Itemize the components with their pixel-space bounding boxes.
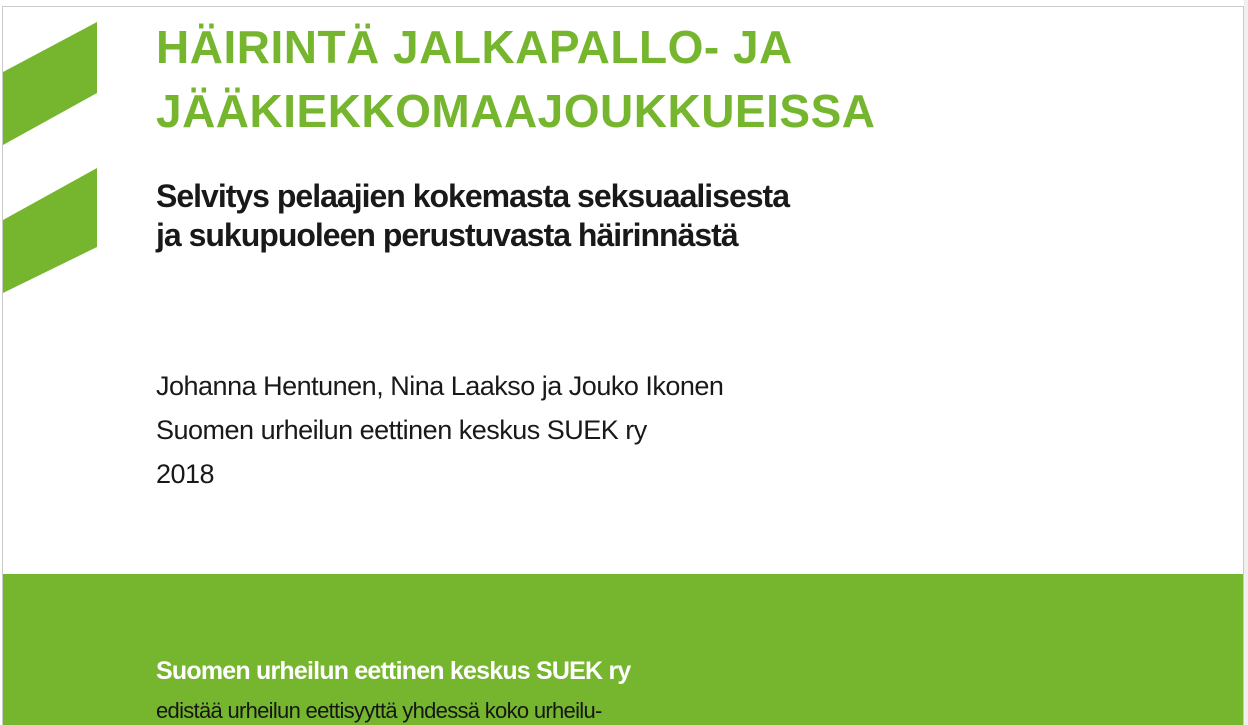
- cover-subtitle: [156, 177, 789, 255]
- outer-background-strip: [1244, 0, 1248, 725]
- footer-tagline: edistää urheilun eettisyyttä yhdessä koko urheilu-: [156, 698, 602, 723]
- cover-byline: [156, 364, 723, 496]
- brand-slash-icon: [3, 22, 97, 145]
- year-line: 2018: [156, 459, 215, 489]
- cover-title: [156, 15, 875, 143]
- cover-title-line1: HÄIRINTÄ JALKAPALLO- JA: [156, 21, 793, 73]
- brand-slash-icon: [3, 168, 97, 293]
- organization-line: Suomen urheilun eettinen keskus SUEK ry: [156, 415, 647, 445]
- footer-band: [3, 574, 1243, 725]
- page-top-edge: [2, 6, 1244, 7]
- cover-subtitle-line1: Selvitys pelaajien kokemasta seksuaalisesta: [156, 178, 789, 214]
- cover-title-line2: JÄÄKIEKKOMAAJOUKKUEISSA: [156, 85, 876, 137]
- footer-organization: Suomen urheilun eettinen keskus SUEK ry: [156, 657, 631, 685]
- cover-subtitle-line2: ja sukupuoleen perustuvasta häirinnästä: [156, 217, 738, 253]
- authors-line: Johanna Hentunen, Nina Laakso ja Jouko Ikonen: [156, 371, 724, 401]
